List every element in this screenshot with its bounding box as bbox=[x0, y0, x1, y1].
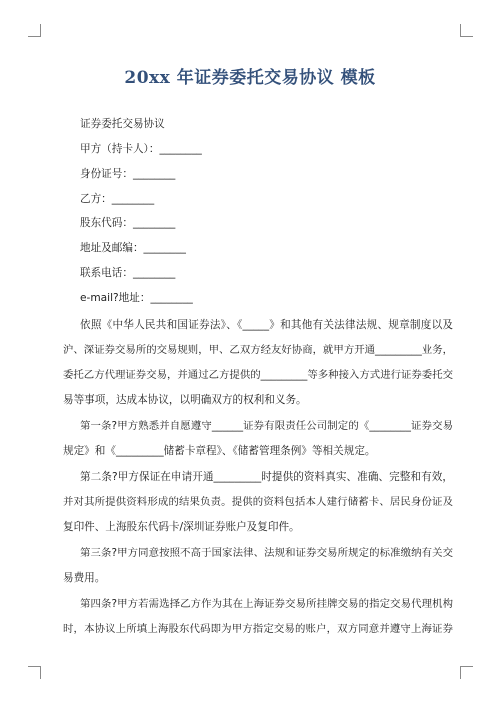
paragraph-line: 沪、深证券交易所的交易规则，甲、乙双方经友好协商，就甲方开通_________业务， bbox=[63, 344, 453, 356]
field-shareholder-code: 股东代码：________ bbox=[80, 217, 176, 229]
paragraph-line: 第四条?甲方若需选择乙方作为其在上海证券交易所挂牌交易的指定交易代理机构 bbox=[80, 598, 453, 610]
crop-mark-top-right bbox=[460, 24, 473, 37]
paragraph-line: 并对其所提供资料形成的结果负责。提供的资料包括本人建行储蓄卡、居民身份证及 bbox=[63, 496, 453, 508]
agreement-heading: 证券委托交易协议 bbox=[80, 118, 165, 130]
field-party-b: 乙方：________ bbox=[80, 193, 155, 205]
paragraph-line: 委托乙方代理证券交易，并通过乙方提供的_________等多种接入方式进行证券委托交 bbox=[63, 369, 453, 381]
document-title: 20xx 年证券委托交易协议 模板 bbox=[124, 68, 376, 88]
field-id-number: 身份证号：________ bbox=[80, 168, 176, 180]
field-phone: 联系电话：________ bbox=[80, 267, 176, 279]
paragraph-line: 复印件、上海股东代码卡/深圳证券账户及复印件。 bbox=[63, 521, 300, 533]
paragraph-line: 时，本协议上所填上海股东代码即为甲方指定交易的账户，双方同意并遵守上海证券 bbox=[63, 623, 453, 635]
crop-mark-bottom-left bbox=[28, 666, 41, 679]
field-address-postcode: 地址及邮编：________ bbox=[80, 242, 186, 254]
paragraph-line: 第二条?甲方保证在申请开通_________时提供的资料真实、准确、完整和有效， bbox=[80, 471, 453, 483]
field-party-a: 甲方（持卡人）：________ bbox=[80, 143, 202, 155]
paragraph-line: 规定》和《_________储蓄卡章程》、《储蓄管理条例》等相关规定。 bbox=[63, 445, 376, 457]
field-email: e-mail?地址：________ bbox=[80, 292, 193, 304]
paragraph-line: 第三条?甲方同意按照不高于国家法律、法规和证券交易所规定的标准缴纳有关交 bbox=[80, 547, 453, 559]
paragraph-line: 依照《中华人民共和国证券法》、《_____》和其他有关法律法规、规章制度以及 bbox=[80, 319, 453, 331]
paragraph-line: 易费用。 bbox=[63, 572, 106, 584]
paragraph-line: 第一条?甲方熟悉并自愿遵守______证券有限责任公司制定的《________证券交易 bbox=[80, 420, 453, 432]
crop-mark-top-left bbox=[28, 24, 41, 37]
paragraph-line: 易等事项，达成本协议，以明确双方的权利和义务。 bbox=[63, 394, 307, 406]
crop-mark-bottom-right bbox=[460, 666, 473, 679]
